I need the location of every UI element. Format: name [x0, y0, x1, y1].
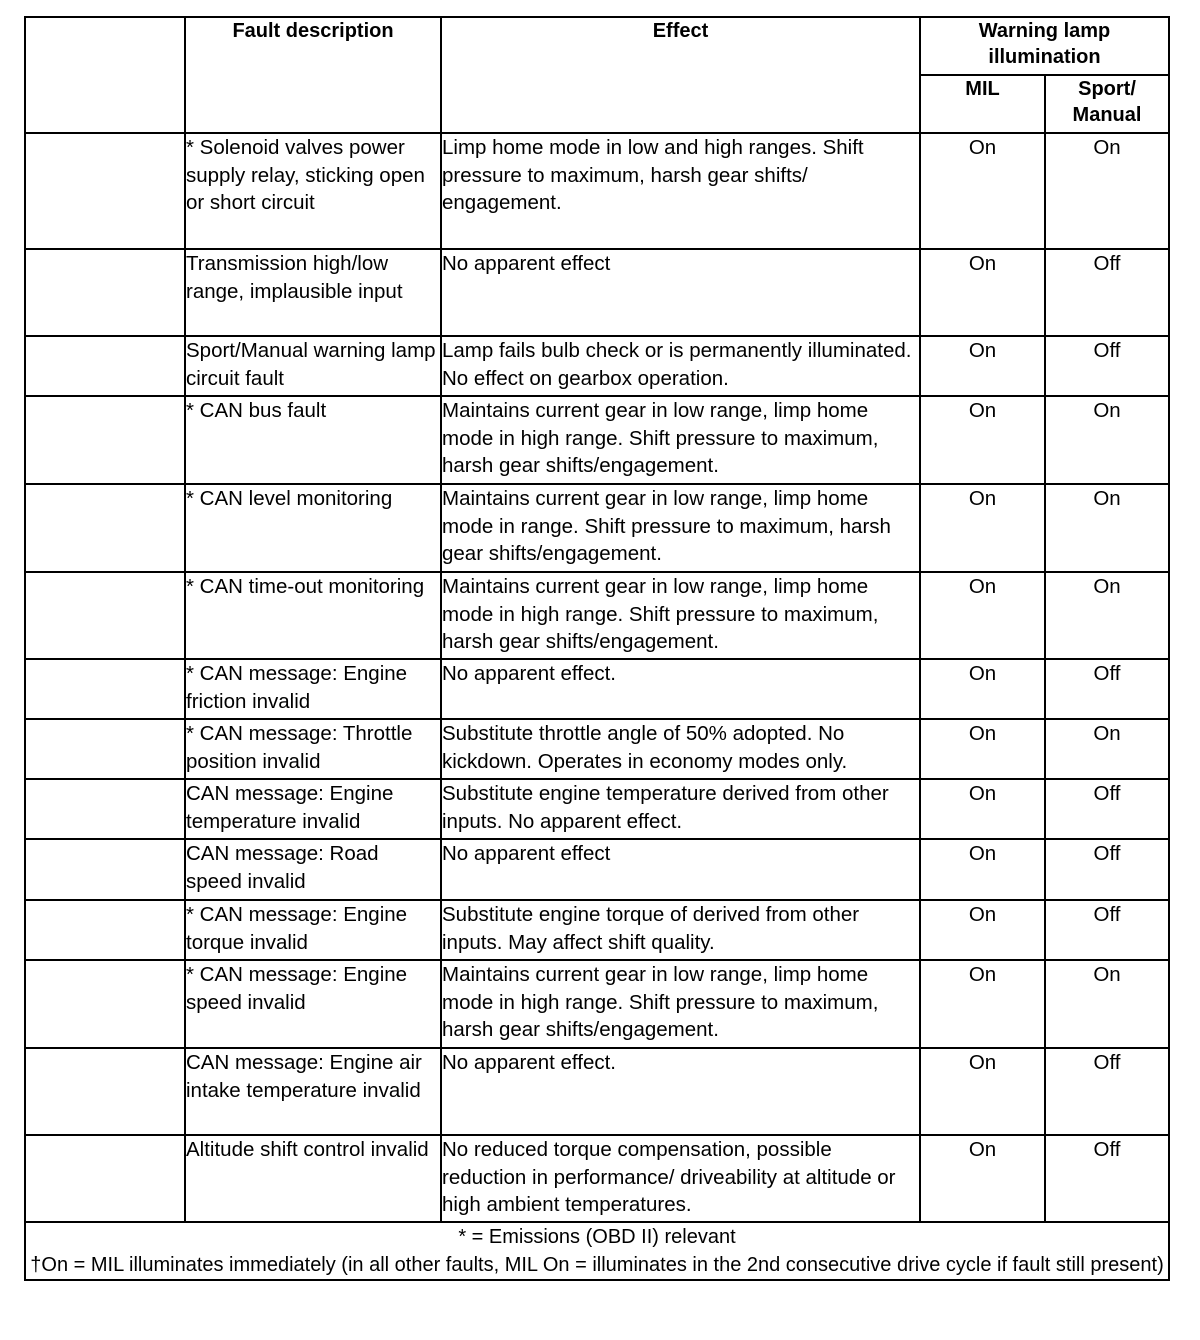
- footer-mil-note: †On = MIL illuminates immediately (in all other faults, MIL On = illuminates in the 2nd consecutive drive cycle if fault still present): [30, 1254, 1164, 1276]
- fault-description-cell: * CAN bus fault: [185, 396, 441, 484]
- footer-notes: [25, 1222, 1169, 1280]
- fault-code-cell: [25, 1135, 185, 1222]
- effect-cell: No apparent effect: [441, 839, 920, 900]
- fault-code-cell: [25, 960, 185, 1048]
- table-row: [25, 484, 1169, 572]
- fault-code-cell: [25, 900, 185, 960]
- sport-manual-cell: On: [1045, 960, 1169, 1048]
- effect-cell: Maintains current gear in low range, limp home mode in high range. Shift pressure to maximum, harsh gear shifts/engagement.: [441, 396, 920, 484]
- effect-cell: Maintains current gear in low range, limp home mode in high range. Shift pressure to maximum, harsh gear shifts/engagement.: [441, 960, 920, 1048]
- fault-description-cell: Transmission high/low range, implausible input: [185, 249, 441, 336]
- mil-cell: On: [920, 249, 1045, 336]
- mil-cell: On: [920, 484, 1045, 572]
- table-row: [25, 249, 1169, 336]
- sport-manual-cell: On: [1045, 484, 1169, 572]
- header-row-1: [25, 17, 1169, 75]
- table-row: [25, 396, 1169, 484]
- fault-description-cell: Altitude shift control invalid: [185, 1135, 441, 1222]
- table-row: [25, 779, 1169, 839]
- fault-code-cell: [25, 484, 185, 572]
- sport-manual-cell: On: [1045, 396, 1169, 484]
- mil-cell: On: [920, 396, 1045, 484]
- effect-cell: Maintains current gear in low range, limp home mode in high range. Shift pressure to maximum, harsh gear shifts/engagement.: [441, 572, 920, 659]
- fault-description-cell: * CAN message: Engine speed invalid: [185, 960, 441, 1048]
- fault-code-cell: [25, 839, 185, 900]
- sport-manual-cell: Off: [1045, 1048, 1169, 1135]
- table-row: [25, 572, 1169, 659]
- mil-cell: On: [920, 1048, 1045, 1135]
- fault-code-cell: [25, 249, 185, 336]
- fault-description-cell: * CAN message: Engine friction invalid: [185, 659, 441, 719]
- effect-cell: Substitute engine torque of derived from other inputs. May affect shift quality.: [441, 900, 920, 960]
- effect-cell: No apparent effect: [441, 249, 920, 336]
- fault-code-cell: [25, 719, 185, 779]
- header-warning-lamp: Warning lamp illumination: [920, 17, 1169, 75]
- footer-emissions-note: * = Emissions (OBD II) relevant: [458, 1226, 736, 1248]
- header-code: [25, 17, 185, 133]
- table-row: [25, 900, 1169, 960]
- sport-manual-cell: On: [1045, 719, 1169, 779]
- effect-cell: No apparent effect.: [441, 1048, 920, 1135]
- sport-manual-cell: Off: [1045, 1135, 1169, 1222]
- fault-code-cell: [25, 336, 185, 396]
- mil-cell: On: [920, 572, 1045, 659]
- fault-description-cell: CAN message: Engine temperature invalid: [185, 779, 441, 839]
- mil-cell: On: [920, 1135, 1045, 1222]
- footer-row: [25, 1222, 1169, 1280]
- effect-cell: Lamp fails bulb check or is permanently illuminated. No effect on gearbox operation.: [441, 336, 920, 396]
- sport-manual-cell: Off: [1045, 249, 1169, 336]
- sport-manual-cell: On: [1045, 133, 1169, 249]
- effect-cell: No reduced torque compensation, possible reduction in performance/ driveability at altitude or high ambient temperatures.: [441, 1135, 920, 1222]
- mil-cell: On: [920, 960, 1045, 1048]
- fault-description-cell: Sport/Manual warning lamp circuit fault: [185, 336, 441, 396]
- fault-table: [24, 16, 1170, 1281]
- fault-code-cell: [25, 779, 185, 839]
- table-row: [25, 1048, 1169, 1135]
- table-row: [25, 336, 1169, 396]
- mil-cell: On: [920, 900, 1045, 960]
- fault-description-cell: * CAN time-out monitoring: [185, 572, 441, 659]
- table-row: [25, 719, 1169, 779]
- fault-rows: [25, 133, 1169, 1222]
- table-row: [25, 133, 1169, 249]
- sport-manual-cell: Off: [1045, 779, 1169, 839]
- fault-code-cell: [25, 1048, 185, 1135]
- effect-cell: Maintains current gear in low range, limp home mode in range. Shift pressure to maximum, harsh gear shifts/engagement.: [441, 484, 920, 572]
- fault-description-cell: CAN message: Road speed invalid: [185, 839, 441, 900]
- fault-code-cell: [25, 133, 185, 249]
- sport-manual-cell: Off: [1045, 900, 1169, 960]
- mil-cell: On: [920, 719, 1045, 779]
- effect-cell: No apparent effect.: [441, 659, 920, 719]
- header-effect: Effect: [441, 17, 920, 133]
- fault-description-cell: * CAN level monitoring: [185, 484, 441, 572]
- effect-cell: Substitute throttle angle of 50% adopted. No kickdown. Operates in economy modes only.: [441, 719, 920, 779]
- sport-manual-cell: Off: [1045, 839, 1169, 900]
- mil-cell: On: [920, 779, 1045, 839]
- sport-manual-cell: Off: [1045, 659, 1169, 719]
- sport-manual-cell: On: [1045, 572, 1169, 659]
- fault-code-cell: [25, 659, 185, 719]
- sport-manual-cell: Off: [1045, 336, 1169, 396]
- fault-description-cell: * CAN message: Throttle position invalid: [185, 719, 441, 779]
- fault-description-cell: * Solenoid valves power supply relay, sticking open or short circuit: [185, 133, 441, 249]
- header-fault-description: Fault description: [185, 17, 441, 133]
- mil-cell: On: [920, 336, 1045, 396]
- header-sport-manual: Sport/ Manual: [1045, 75, 1169, 133]
- fault-description-cell: * CAN message: Engine torque invalid: [185, 900, 441, 960]
- effect-cell: Limp home mode in low and high ranges. Shift pressure to maximum, harsh gear shifts/ engagement.: [441, 133, 920, 249]
- fault-description-cell: CAN message: Engine air intake temperature invalid: [185, 1048, 441, 1135]
- mil-cell: On: [920, 839, 1045, 900]
- mil-cell: On: [920, 133, 1045, 249]
- table-row: [25, 659, 1169, 719]
- table-row: [25, 960, 1169, 1048]
- effect-cell: Substitute engine temperature derived from other inputs. No apparent effect.: [441, 779, 920, 839]
- fault-code-cell: [25, 396, 185, 484]
- table-row: [25, 839, 1169, 900]
- mil-cell: On: [920, 659, 1045, 719]
- header-mil: MIL: [920, 75, 1045, 133]
- fault-table-sheet: [24, 16, 1168, 1281]
- table-row: [25, 1135, 1169, 1222]
- fault-code-cell: [25, 572, 185, 659]
